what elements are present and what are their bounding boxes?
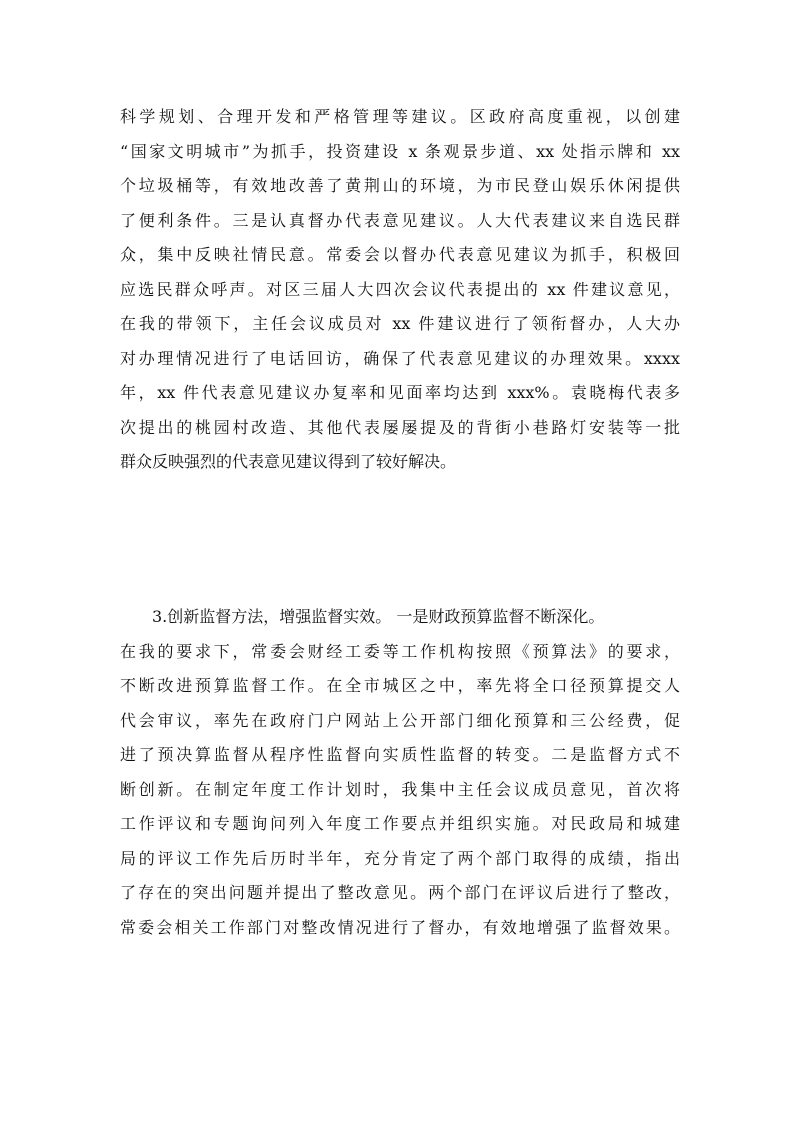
paragraph-1-line: “国家文明城市”为抓手，投资建设 x 条观景步道、xx 处指示牌和 xx [120, 141, 680, 161]
paragraph-2-line: 代会审议，率先在政府门户网站上公开部门细化预算和三公经费，促 [120, 710, 680, 730]
paragraph-1-line: 对办理情况进行了电话回访，确保了代表意见建议的办理效果。xxxx [120, 348, 680, 368]
paragraph-2-line: 进了预决算监督从程序性监督向实质性监督的转变。二是监督方式不 [120, 745, 680, 764]
paragraph-1-line: 了便利条件。三是认真督办代表意见建议。人大代表建议来自选民群 [120, 210, 680, 230]
paragraph-2-line: 断创新。在制定年度工作计划时，我集中主任会议成员意见，首次将 [120, 779, 680, 799]
paragraph-2-line: 不断改进预算监督工作。在全市城区之中，率先将全口径预算提交人 [120, 676, 680, 695]
paragraph-1-line: 个垃圾桶等，有效地改善了黄荆山的环境，为市民登山娱乐休闲提供 [120, 176, 680, 195]
paragraph-2-line: 工作评议和专题询问列入年度工作要点并组织实施。对民政局和城建 [120, 814, 680, 833]
paragraph-1-line: 应选民群众呼声。对区三届人大四次会议代表提出的 xx 件建议意见， [120, 279, 680, 299]
paragraph-2-line: 在我的要求下，常委会财经工委等工作机构按照《预算法》的要求， [120, 641, 680, 661]
paragraph-1 [120, 100, 680, 480]
paragraph-1-line: 科学规划、合理开发和严格管理等建议。区政府高度重视，以创建 [120, 107, 680, 126]
paragraph-2-line: 常委会相关工作部门对整改情况进行了督办，有效地增强了监督效果。 [120, 917, 680, 937]
paragraph-2-line: 局的评议工作先后历时半年，充分肯定了两个部门取得的成绩，指出 [120, 848, 680, 868]
paragraph-1-line: 在我的带领下，主任会议成员对 xx 件建议进行了领衔督办，人大办 [120, 314, 680, 333]
paragraph-1-line: 众，集中反映社情民意。常委会以督办代表意见建议为抓手，积极回 [120, 245, 680, 264]
section-heading-line: 3.创新监督方法，增强监督实效。 一是财政预算监督不断深化。 [152, 607, 605, 626]
paragraph-1-line: 次提出的桃园村改造、其他代表屡屡提及的背街小巷路灯安装等一批 [120, 417, 680, 437]
paragraph-2-line: 了存在的突出问题并提出了整改意见。两个部门在评议后进行了整改， [120, 883, 680, 902]
paragraph-2 [120, 600, 680, 945]
paragraph-1-line: 年，xx 件代表意见建议办复率和见面率均达到 xxx%。袁晓梅代表多 [120, 383, 680, 402]
paragraph-1-line: 群众反映强烈的代表意见建议得到了较好解决。 [120, 452, 457, 471]
